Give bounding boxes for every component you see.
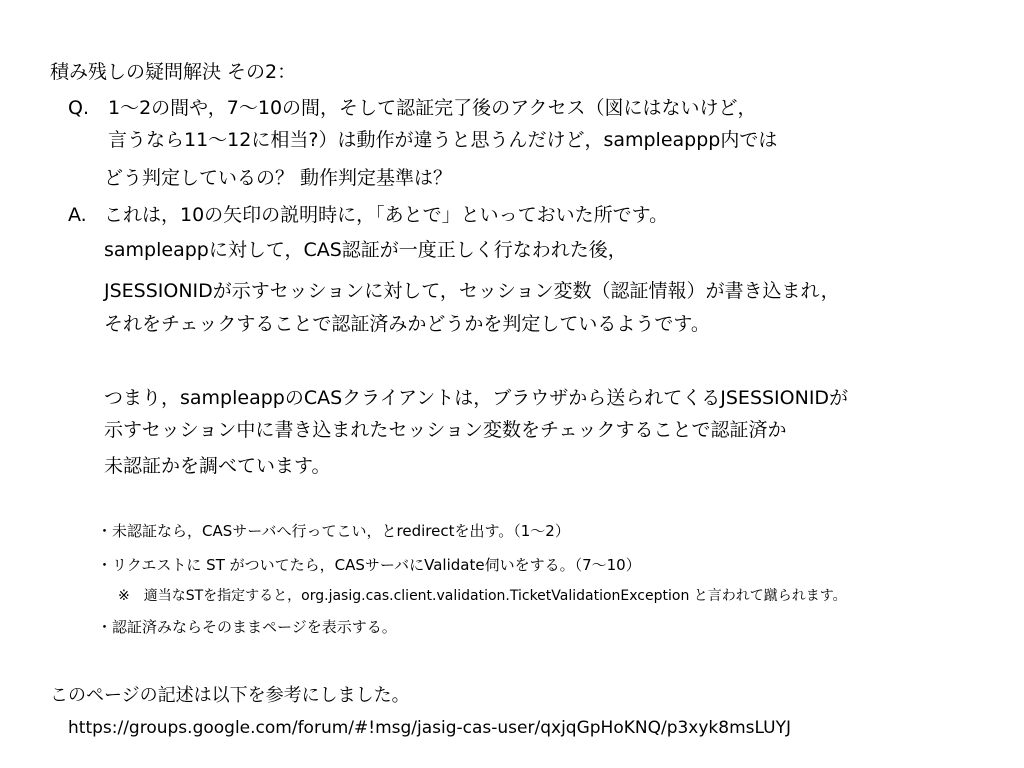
summary-line: つまり，sampleappのCASクライアントは，ブラウザから送られてくるJSESSIONIDが	[104, 387, 849, 409]
question-line: どう判定しているの？ 動作判定基準は？	[104, 167, 453, 189]
answer-line: それをチェックすることで認証済みかどうかを判定しているようです。	[104, 313, 710, 335]
reference-url: https://groups.google.com/forum/#!msg/jasig-cas-user/qxjqGpHoKNQ/p3xyk8msLUYJ	[68, 718, 791, 738]
question-line: 言うなら11〜12に相当?）は動作が違うと思うんだけど，sampleappp内では	[108, 129, 778, 151]
answer-line: JSESSIONIDが示すセッションに対して，セッション変数（認証情報）が書き込まれ，	[104, 280, 840, 302]
summary-line: 示すセッション中に書き込まれたセッション変数をチェックすることで認証済か	[104, 419, 787, 441]
answer-marker: A.	[68, 204, 87, 226]
bullet-item: ・認証済みならそのままページを表示する。	[97, 618, 397, 636]
bullet-item: ・未認証なら，CASサーバへ行ってこい，とredirectを出す。（1〜2）	[97, 522, 570, 540]
reference-label: このページの記述は以下を参考にしました。	[50, 685, 410, 706]
summary-line: 未認証かを調べています。	[104, 455, 331, 477]
answer-line: これは，10の矢印の説明時に，「あとで」といっておいた所です。	[104, 204, 669, 226]
slide-title: 積み残しの疑問解決 その2：	[50, 61, 297, 83]
bullet-item: ・リクエストに ST がついてたら，CASサーバにValidate伺いをする。（7〜10）	[97, 556, 641, 574]
question-marker: Q.	[68, 97, 89, 119]
answer-line: sampleappに対して，CAS認証が一度正しく行なわれた後，	[104, 239, 627, 261]
question-line: 1〜2の間や，7〜10の間，そして認証完了後のアクセス（図にはないけど，	[108, 97, 757, 119]
note-text: ※ 適当なSTを指定すると，org.jasig.cas.client.validation.TicketValidationException と言われて蹴られます。	[118, 588, 847, 604]
